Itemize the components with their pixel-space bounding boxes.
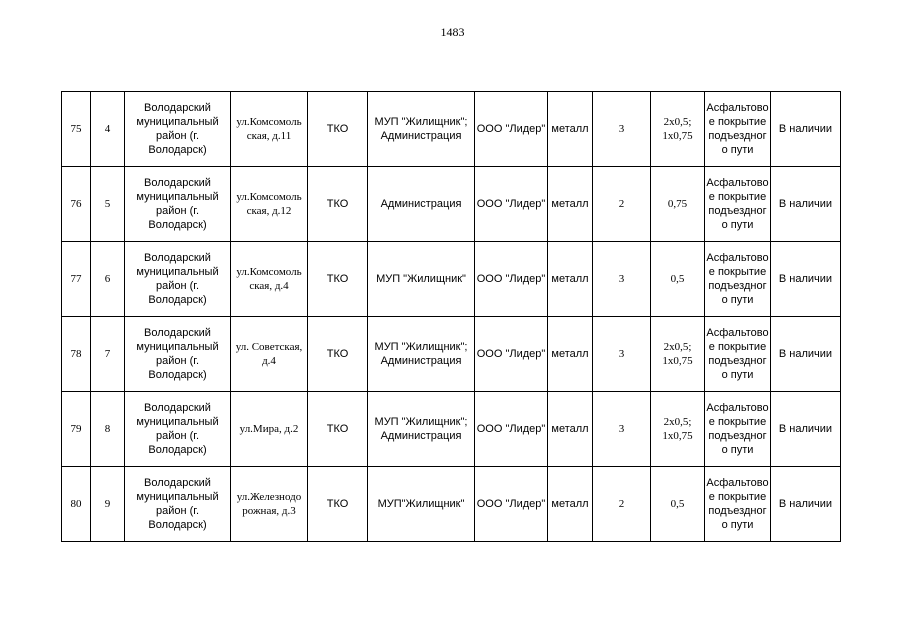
surface-cell: Асфальтово е покрытие подъездного пути xyxy=(705,167,771,242)
container-count-cell: 3 xyxy=(593,392,651,467)
area-cell: Володарский муниципальный район (г. Володарск) xyxy=(125,242,231,317)
table-body xyxy=(62,92,841,542)
owner-cell: МУП "Жилищник"; Администрация xyxy=(368,317,475,392)
operator-cell: ООО "Лидер" xyxy=(475,392,548,467)
surface-cell: Асфальтово е покрытие подъездного пути xyxy=(705,317,771,392)
container-count-cell: 3 xyxy=(593,92,651,167)
operator-cell: ООО "Лидер" xyxy=(475,167,548,242)
waste-type-cell: ТКО xyxy=(308,317,368,392)
sub-number: 5 xyxy=(91,167,125,242)
waste-type-cell: ТКО xyxy=(308,242,368,317)
volume-cell: 0,75 xyxy=(651,167,705,242)
material-cell: металл xyxy=(548,242,593,317)
table-row xyxy=(62,242,841,317)
container-count-cell: 2 xyxy=(593,167,651,242)
row-number: 77 xyxy=(62,242,91,317)
volume-cell: 2х0,5; 1х0,75 xyxy=(651,92,705,167)
surface-cell: Асфальтово е покрытие подъездного пути xyxy=(705,467,771,542)
operator-cell: ООО "Лидер" xyxy=(475,467,548,542)
table-row xyxy=(62,167,841,242)
row-number: 76 xyxy=(62,167,91,242)
owner-cell: МУП "Жилищник" xyxy=(368,242,475,317)
row-number: 79 xyxy=(62,392,91,467)
address-cell: ул.Железнодо рожная, д.3 xyxy=(231,467,308,542)
availability-cell: В наличии xyxy=(771,317,841,392)
page-number: 1483 xyxy=(440,25,465,39)
address-cell: ул.Комсомоль ская, д.4 xyxy=(231,242,308,317)
volume-cell: 0,5 xyxy=(651,242,705,317)
surface-cell: Асфальтово е покрытие подъездного пути xyxy=(705,392,771,467)
address-cell: ул.Мира, д.2 xyxy=(231,392,308,467)
availability-cell: В наличии xyxy=(771,392,841,467)
volume-cell: 2х0,5; 1х0,75 xyxy=(651,392,705,467)
owner-cell: МУП "Жилищник"; Администрация xyxy=(368,92,475,167)
table-row xyxy=(62,392,841,467)
material-cell: металл xyxy=(548,392,593,467)
container-count-cell: 2 xyxy=(593,467,651,542)
sub-number: 9 xyxy=(91,467,125,542)
address-cell: ул.Комсомоль ская, д.11 xyxy=(231,92,308,167)
sub-number: 8 xyxy=(91,392,125,467)
availability-cell: В наличии xyxy=(771,167,841,242)
area-cell: Володарский муниципальный район (г. Володарск) xyxy=(125,92,231,167)
container-count-cell: 3 xyxy=(593,242,651,317)
address-cell: ул. Советская, д.4 xyxy=(231,317,308,392)
table-row xyxy=(62,317,841,392)
area-cell: Володарский муниципальный район (г. Володарск) xyxy=(125,467,231,542)
operator-cell: ООО "Лидер" xyxy=(475,317,548,392)
waste-type-cell: ТКО xyxy=(308,92,368,167)
container-count-cell: 3 xyxy=(593,317,651,392)
area-cell: Володарский муниципальный район (г. Володарск) xyxy=(125,167,231,242)
material-cell: металл xyxy=(548,317,593,392)
row-number: 78 xyxy=(62,317,91,392)
volume-cell: 2х0,5; 1х0,75 xyxy=(651,317,705,392)
operator-cell: ООО "Лидер" xyxy=(475,92,548,167)
material-cell: металл xyxy=(548,92,593,167)
owner-cell: МУП "Жилищник"; Администрация xyxy=(368,392,475,467)
availability-cell: В наличии xyxy=(771,242,841,317)
waste-type-cell: ТКО xyxy=(308,167,368,242)
sub-number: 7 xyxy=(91,317,125,392)
address-cell: ул.Комсомоль ская, д.12 xyxy=(231,167,308,242)
table-row xyxy=(62,92,841,167)
waste-sites-table xyxy=(61,91,841,542)
owner-cell: МУП"Жилищник" xyxy=(368,467,475,542)
row-number: 80 xyxy=(62,467,91,542)
availability-cell: В наличии xyxy=(771,467,841,542)
table-row xyxy=(62,467,841,542)
sub-number: 4 xyxy=(91,92,125,167)
row-number: 75 xyxy=(62,92,91,167)
waste-type-cell: ТКО xyxy=(308,392,368,467)
volume-cell: 0,5 xyxy=(651,467,705,542)
material-cell: металл xyxy=(548,467,593,542)
area-cell: Володарский муниципальный район (г. Володарск) xyxy=(125,392,231,467)
area-cell: Володарский муниципальный район (г. Володарск) xyxy=(125,317,231,392)
owner-cell: Администрация xyxy=(368,167,475,242)
availability-cell: В наличии xyxy=(771,92,841,167)
sub-number: 6 xyxy=(91,242,125,317)
material-cell: металл xyxy=(548,167,593,242)
surface-cell: Асфальтово е покрытие подъездного пути xyxy=(705,242,771,317)
surface-cell: Асфальтово е покрытие подъездного пути xyxy=(705,92,771,167)
waste-type-cell: ТКО xyxy=(308,467,368,542)
operator-cell: ООО "Лидер" xyxy=(475,242,548,317)
